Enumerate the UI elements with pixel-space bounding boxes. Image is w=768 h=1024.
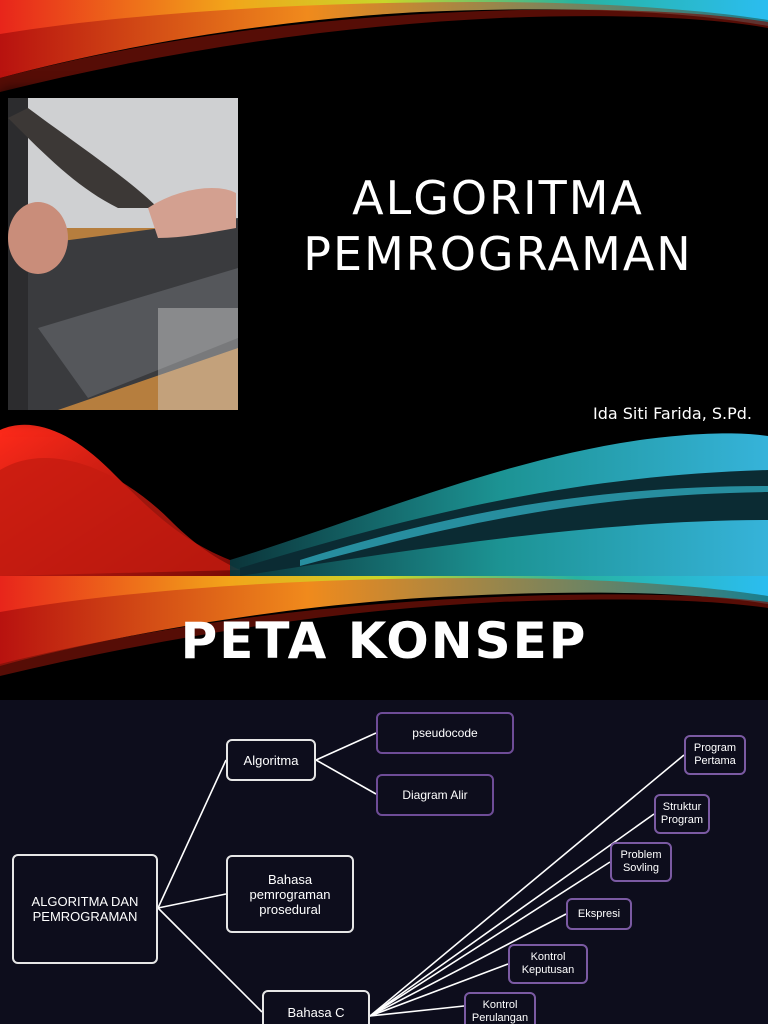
title-line-1: ALGORITMA	[352, 171, 644, 225]
node-bahasa-prosedural	[226, 855, 354, 933]
node-ekspresi	[566, 898, 632, 930]
node-algoritma-label: Algoritma	[243, 752, 299, 768]
node-algoritma	[226, 739, 316, 781]
connector-root-algoritma	[158, 760, 226, 908]
title-line-2: PEMROGRAMAN	[303, 227, 693, 281]
node-program-pertama-label: Program Pertama	[693, 742, 737, 767]
node-root	[12, 854, 158, 964]
node-root-label: ALGORITMA DAN PEMROGRAMAN	[31, 894, 139, 924]
node-diagram-alir	[376, 774, 494, 816]
slide-heading: PETA KONSEP	[180, 612, 588, 670]
node-struktur-program-label: Struktur Program	[660, 801, 704, 826]
connector-root-prosedural	[158, 894, 226, 908]
node-bahasa-c	[262, 990, 370, 1024]
laptop-photo	[8, 98, 238, 410]
connector-algoritma-diagram	[316, 760, 376, 794]
node-problem-sovling	[610, 842, 672, 882]
node-bahasa-c-label: Bahasa C	[287, 1004, 345, 1020]
node-pseudocode	[376, 712, 514, 754]
node-struktur-program	[654, 794, 710, 834]
node-program-pertama	[684, 735, 746, 775]
author-name: Ida Siti Farida, S.Pd.	[593, 404, 752, 423]
node-kontrol-keputusan	[508, 944, 588, 984]
presentation-title	[258, 170, 738, 282]
node-problem-sovling-label: Problem Sovling	[620, 849, 662, 874]
concept-map	[0, 700, 768, 1024]
node-diagram-alir-label: Diagram Alir	[402, 788, 468, 802]
node-ekspresi-label: Ekspresi	[577, 907, 621, 920]
node-kontrol-perulangan	[464, 992, 536, 1024]
node-kontrol-perulangan-label: Kontrol Perulangan	[471, 999, 529, 1024]
node-bahasa-prosedural-label: Bahasa pemrograman prosedural	[249, 871, 331, 917]
node-kontrol-keputusan-label: Kontrol Keputusan	[521, 951, 575, 976]
connector-algoritma-pseudocode	[316, 733, 376, 760]
laptop-illustration	[8, 98, 238, 410]
node-pseudocode-label: pseudocode	[412, 726, 478, 740]
